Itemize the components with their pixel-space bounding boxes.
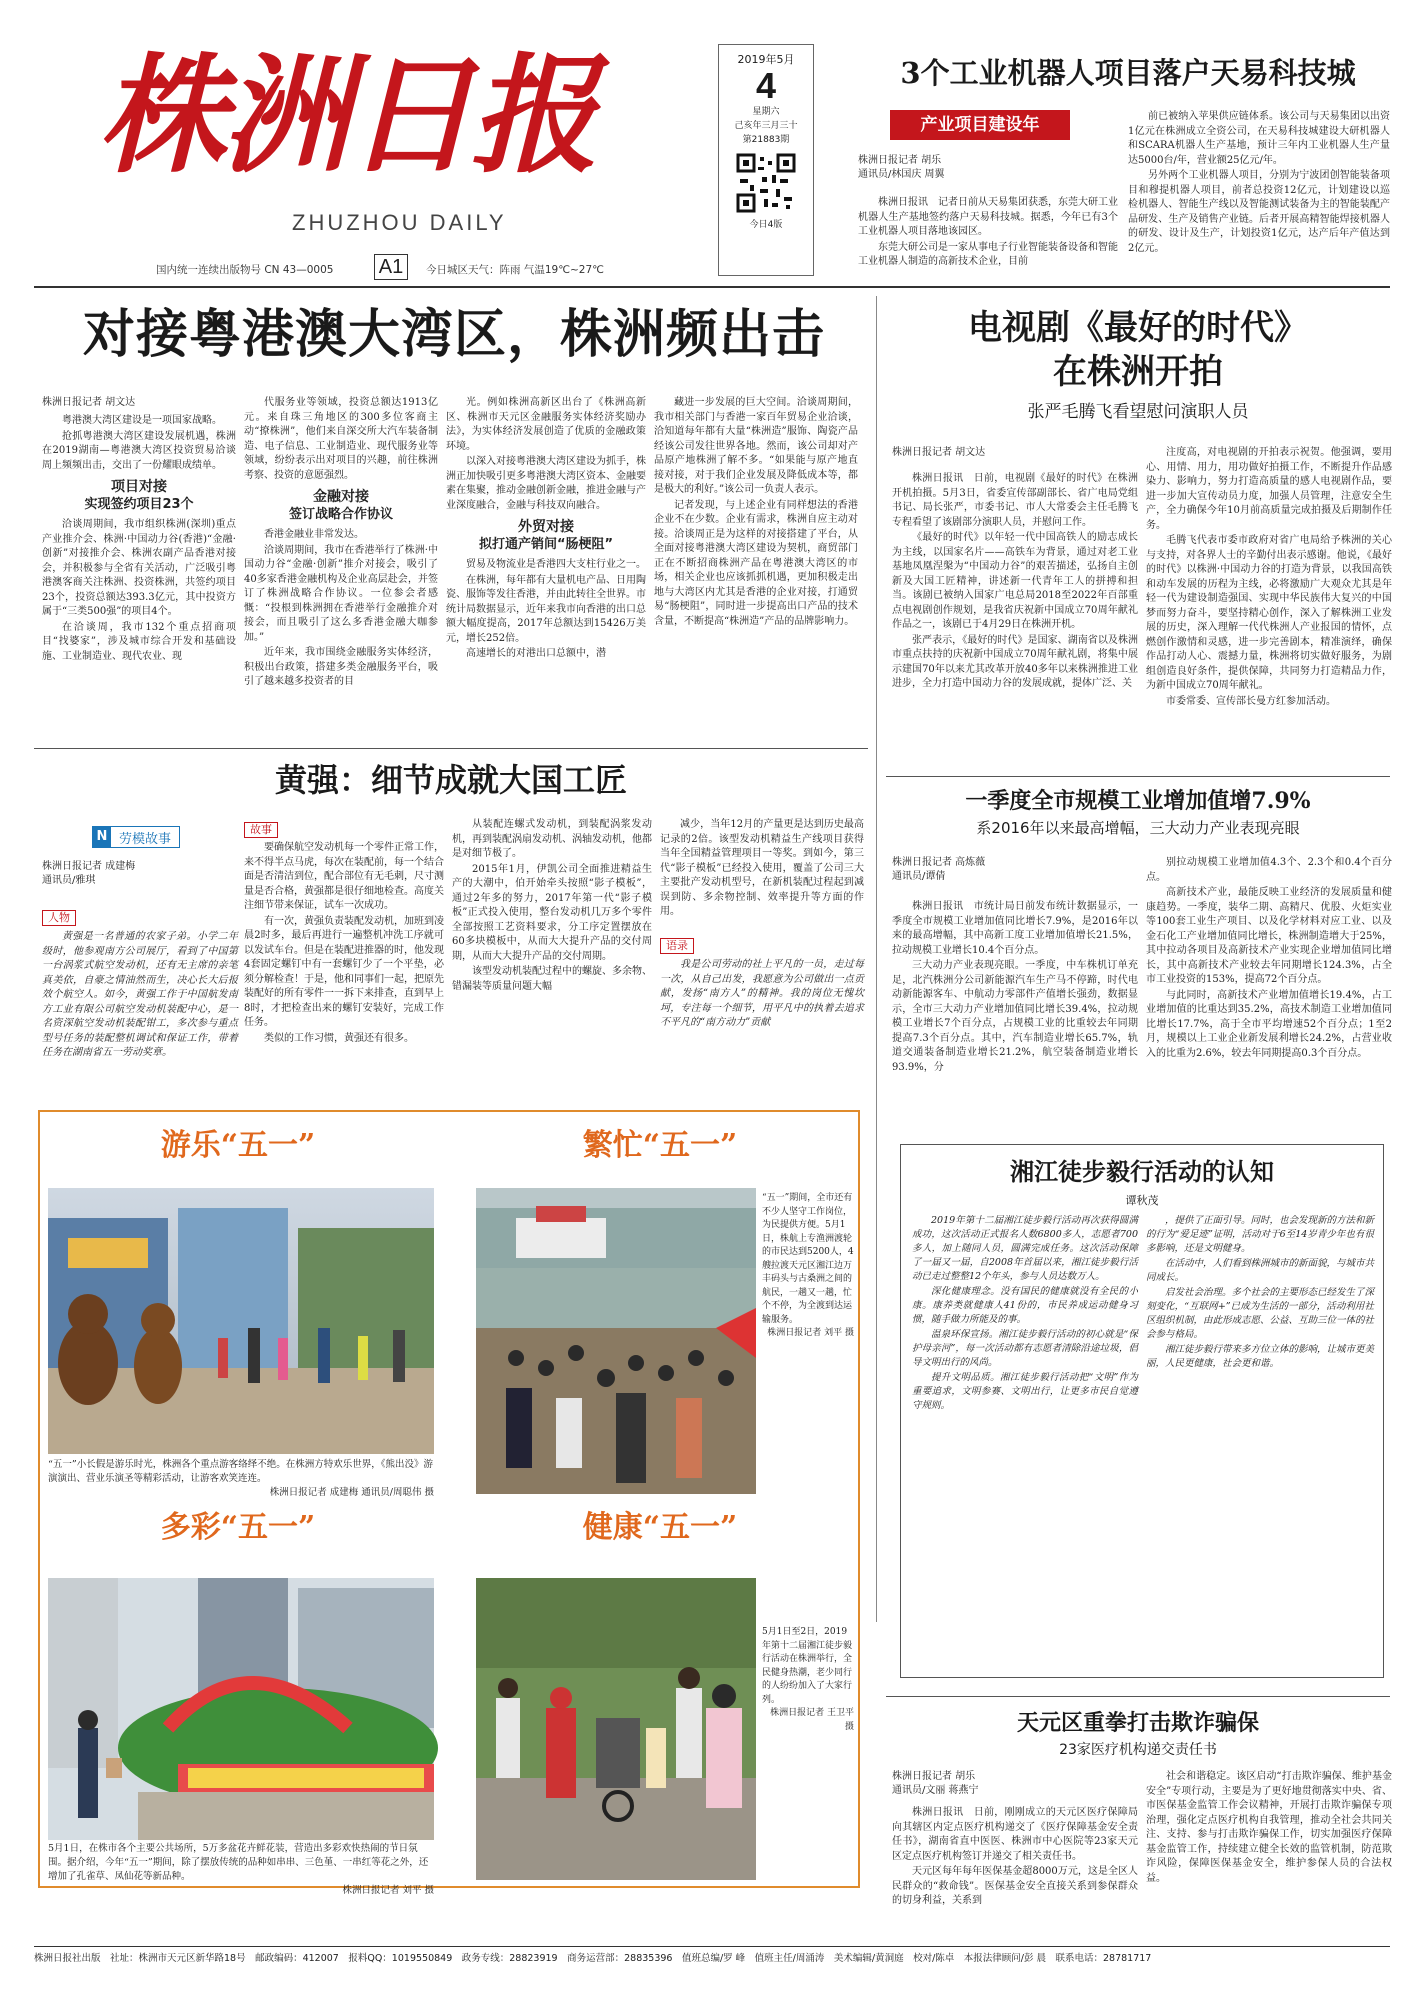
lead-col2: 代服务业等领域，投资总额达1913亿元。来自珠三角地区的300多位客商主动“撩株洲”，他们来自深交所大汽车装备制造、电子信息、工业制造业、现代服务业等领域，纷纷表示出对项目的兴趣，前往株洲考察、投资的意愿强烈。 金融对接 签订战略合作协议 香港金融业非常发达。 洽谈周期间，我市在香港举行了株洲·中国动力谷“金融·创新”推介对接会，吸引了40多家香港金融机构及企业高层赴会，并签订了株洲战略合作协议。一位参会者感慨：“投根到株洲拥在香港举行金融推介对接会，而且吸引了这么多香港金融大咖参加。” 近年来，我市围绕金融服务实体经济，积极出台政策，搭建多类金融服务平台，吸引了越来越多投资者的目 [244,397,438,687]
photo-theme-park [48,1188,434,1454]
top-story-tag: 产业项目建设年 [890,110,1070,140]
craftsman-story-block [244,818,444,1082]
rule-footer [34,1946,1390,1947]
lead-col4: 藏进一步发展的巨大空间。洽谈周期间，我市相关部门与香港一家百年贸易企业洽谈，洽知道每年都有大量“株洲造”服饰、陶瓷产品经该公司发往世界各地。然而，该公司却对产品原产地株洲了解不多。“如果能与原产地直接对接，对于我们企业发展及降低成本等，都是极大的利好。”该公司一负责人表示。 记者发现，与上述企业有同样想法的香港企业不在少数。企业有需求，株洲自应主动对接。洽谈周正是为这样的对接搭建了平台，从全面对接粤港澳大湾区建设为契机，商贸部门正在不断招商株洲产品在粤港澳大湾区的市场，相关企业也应该抓抓机遇，更加积极走出地与大湾区内尤其是香港的企业对接，打通贸易“肠梗阻”，同时进一步提高出口产品的技术含量，不断提高“株洲造”产品的品牌影响力。 [654,397,858,627]
tag-person: 人物 [42,910,76,926]
rule-right-2 [886,1696,1390,1697]
issn-label: 国内统一连续出版物号 CN 43—0005 [156,264,334,276]
industry-col1: 株洲日报讯 市统计局日前发布统计数据显示，一季度全市规模工业增加值同比增长7.9%，是2016年以来的最高增幅，其中高新工度工业增加值增长21.5%，拉动规模工业增长10.4个百分点。 三大动力产业表现亮眼。一季度，中车株机订单充足，北汽株洲分公司新能源汽车生产马不停蹄，时代电动新能源客车、中航动力零部件产值增长强劲，数据显示，全市三大动力产业增加值同比增长39.4%，拉动规模工业增长7个百分点，占规模工业的比重较去年同期提高7.3个百分点。其中，汽车制造业增长65.7%，轨道交通装备制造业增长21.2%，航空装备制造业增长93.9%，分 [892,901,1138,1073]
hike-col2: ，提供了正面引导。同时，也会发现新的方法和新的行为“爱足迹”证明，活动对于6至14岁青少年也有很多影响，还是文明健身。 在活动中，人们看到株洲城市的新面貌，与城市共同成长。 启发社会治理。多个社会的主要形态已经发生了深刻变化，“互联网+”已成为生活的一部分，活动利用社区组织机制，由此形成志愿、公益、互助三位一体的社会参与格局。 湘江徒步毅行带来多方位立体的影响，让城市更美丽，人民更健康，社会更和谐。 [1146,1215,1375,1369]
drama-title-line2: 在株洲开拍 [1053,352,1223,392]
lead-byline: 株洲日报记者 胡文达 [42,397,136,408]
caption-ferry: “五一”期间，全市还有不少人坚守工作岗位，为民提供方便。5月1日，株航上专渔洲渡轮的市民达到5200人，4艘拉渡天元区湘江边万丰码头与古桑洲之间的航民，一趟又一趟，忙个不停，为全渡到达运输服务。 株洲日报记者 刘平 摄 [762,1193,854,1338]
craftsman-col4: 减少，当年12月的产量更是达到历史最高记录的2倍。该型发动机精益生产线项目获得当年全国精益管理项目一等奖。到如今，第三代“影子模板”已经投入使用，覆盖了公司三大主要批产发动机型号，在新机装配过程起到减误到防、多余物控制、效率提升等方面的作用。 语录 我是公司劳动的社上平凡的一员，走过每一次，从自己出发，我愿意为公司做出一点贡献，发扬“南方人”的精神。我的岗位无愧坎坷，专注每一个细节，用平凡中的执着去追求不平凡的“南方动力”贡献 [660,818,864,1082]
weather-label: 今日城区天气：阵雨 气温19℃~27℃ [426,264,604,276]
lead-col3: 光。例如株洲高新区出台了《株洲高新区、株洲市天元区金融服务实体经济奖励办法》，为实体经济发展创造了优质的金融政策环境。 以深入对接粤港澳大湾区建设为抓手，株洲正加快吸引更多粤港澳大湾区资本、金融要素在集聚，推动金融创新金融，推进金融与产业深度融合，金融与科技双向融合。 外贸对接 拟打通产销间“肠梗阻” 贸易及物流业是香港四大支柱行业之一。 在株洲，每年都有大量机电产品、日用陶瓷、服饰等发往香港，并由此转往全世界。市统计局数据显示，近年来我市向香港的出口总额大幅度提高，2017年总额达到15426万美元，增长252倍。 高速增长的对港出口总额中，潜 [446,397,646,659]
craftsman-title: 黄强：细节成就大国工匠 [274,761,627,799]
hiking-image [476,1578,756,1880]
rule-top [34,286,1390,288]
industry-title: 一季度全市规模工业增加值增7.9% [965,788,1311,814]
date-box [718,44,814,276]
caption-theme-park: “五一”小长假是游乐时光，株洲各个重点游客络绎不绝。在株洲方特欢乐世界，《熊出没》游演演出、营业乐演圣等精彩活动，让游客欢笑连连。 株洲日报记者 成建梅 通讯员/周聪伟 摄 [48,1459,434,1498]
craftsman-person-block [42,906,238,1082]
drama-col2: 注度高，对电视剧的开拍表示祝贺。他强调，要用心、用情、用力，用功做好拍摄工作，不断提升作品感染力、影响力，努力打造高质量的感人电视剧作品，要进一步加大宣传动员力度，加强人员管理，注意安全生产，全力确保今年10月前高质量完成拍摄及后期制作任务。 毛腾飞代表市委市政府对省广电局给予株洲的关心与支持，对各界人士的辛勤付出表示感谢。他说，《最好的时代》以株洲·中国动力谷的打造为背景，以我国高铁和动车发展的历程为主线，必将激励广大观众尤其是年轻一代为建设制造强国、实现中华民族伟大复兴的中国梦而努力奋斗，要坚持精心创作，深入了解株洲工业发展的历史，深入理解一代代株洲人产业报国的情怀，点燃创作激情和灵感，进一步完善剧本，精准演绎，确保作品打动人心、震撼力量，株洲将切实做好服务，为剧组创造良好条件，提供保障，共同努力打造精品力作，为新中国成立70周年献礼。 市委常委、宣传部长曼方红参加活动。 [1146,447,1392,707]
holiday-title-2: 繁忙“五一” [582,1128,738,1163]
masthead [34,22,714,284]
craftsman-col3: 从装配连螺式发动机，到装配涡浆发动机，再到装配涡扇发动机、涡轴发动机，他都是对细节极了。 2015年1月，伊凯公司全面推进精益生产的大潮中，伯开始牵头按照“影子模板”，通过2年多的努力，2017年第一代“影子模板”正式投入使用，整台发动机几万多个零件全部按照工艺资料要求，分工序定置摆放在60多块模板中，从而大大提升产品的交付周期，从而大大提升产品的交付周期。 该型发动机装配过程中的螺旋、多余物、错漏装等质量问题大幅 [452,819,652,992]
date-day: 4 [755,65,777,106]
tag-quote: 语录 [660,938,694,954]
caption-hiking: 5月1日至2日，2019年第十二届湘江徒步毅行活动在株洲举行，全民健身热潮，老少同行的人纷纷加入了大家行列。 株洲日报记者 王卫平 摄 [762,1627,854,1732]
masthead-title-en: ZHUZHOU DAILY [292,210,507,235]
drama-title-line1: 电视剧《最好的时代》 [968,308,1308,348]
date-issue: 第21883期 [742,135,790,145]
top-story-col1: 株洲日报讯 记者日前从天易集团获悉，东莞大研工业机器人生产基地签约落户天易科技城。据悉，今年已有3个工业机器人项目落地该园区。 东莞大研公司是一家从事电子行业智能装备设备和智能工业机器人制造的高新技术企业，目前 [858,197,1118,267]
fraud-subtitle: 23家医疗机构递交责任书 [1059,1742,1217,1758]
column-tag-n-icon: N [93,827,111,847]
top-story-col2: 前已被纳入苹果供应链体系。该公司与天易集团以出资1亿元在株洲成立全资公司，在天易科技城建设大研机器人和SCARA机器人生产基地，预计三年内工业机器人生产量达5000台/年，营业额25亿元/年。 另外两个工业机器人项目，分别为宁波团创智能装备项目和穆提机器人项目，前者总投资12亿元，计划建设以巡检机器人、智能生产线以及智能测试装备为主的智能装配产品研发、生产及销售产业链。后者开展高精智能焊接机器人的研发、设计及生产，计划投资1亿元，达产后年产值达到2亿元。 [1128,111,1390,254]
theme-park-image [48,1188,434,1454]
fraud-col2: 社会和谐稳定。该区启动“打击欺诈骗保、维护基金安全”专项行动，主要是为了更好地贯彻落实中央、省、市医保基金监管工作会议精神，开展打击欺诈骗保专项治理，强化定点医疗机构自我管理，推动全社会共同关注、支持、参与打击欺诈骗保工作，切实加强医疗保障基金监管工作，持续建立健全长效的监管机制，防范欺诈风险，保障医保基金安全，维护参保人员的合法权益。 [1146,1771,1392,1884]
lead-sub3: 外贸对接 拟打通产销间“肠梗阻” [478,519,614,552]
footer-info: 株洲日报社出版 社址：株洲市天元区新华路18号 邮政编码：412007 报料QQ：1019550849 政务专线：28823919 商务运营部：28835396 值班总编/罗 峰 值班主任/周涌涛 美术编辑/黄洞庭 校对/陈卓 本报法律顾问/彭 晨 联系电话：28781717 [34,1953,1152,1964]
industry-byline: 株洲日报记者 高炼薇 通讯员/谭倩 [892,857,986,882]
fraud-byline: 株洲日报记者 胡乐 通讯员/文丽 蒋燕宁 [892,1771,979,1796]
date-pages: 今日4版 [749,220,783,230]
lead-sub1: 项目对接 实现签约项目23个 [84,479,194,512]
tag-story: 故事 [244,822,278,838]
date-year-month: 2019年5月 [737,53,795,66]
date-weekday: 星期六 [752,107,780,117]
photo-ferry [476,1188,756,1494]
lead-col1: 粤港澳大湾区建设是一项国家战略。 抢抓粤港澳大湾区建设发展机遇，株洲在2019湖南—粤港澳大湾区投资贸易洽谈周上频频出击，交出了一份耀眼成绩单。 项目对接 实现签约项目23个 洽谈周期间，我市组织株洲(深圳)重点产业推介会、株洲·中国动力谷(香港)“金融·创新”对接推介会、株洲农副产品香港对接会，并积极参与全省有关活动，广泛吸引粤港澳客商关注株洲、投资株洲，共签约项目23个，投资总额达393.3亿元，其中投资方属于“三类500强”的项目4个。 在洽谈周，我市132个重点招商项目“找婆家”，涉及城市综合开发和基础设施、工业制造业、现代农业、现 [42,415,236,662]
lead-title: 对接粤港澳大湾区，株洲频出击 [82,305,825,365]
drama-col1: 株洲日报讯 日前，电视剧《最好的时代》在株洲开机拍摄。5月3日，省委宣传部副部长、省广电局党组书记、局长张严，市委书记、市人大常委会主任毛腾飞专程看望了该剧部分演职人员，并慰问工作。 《最好的时代》以年轻一代中国高铁人的励志成长为主线，以国家名片——高铁车为背景，通过对老工业基地凤凰涅槃为“中国动力谷”的艰苦描述，弘扬自主创新及大国工匠精神，讲述新一代青年工人的拼搏和担当。该剧已被纳入国家广电总局2018至2022年百部重点电视剧创作规划，是我省庆祝新中国成立70周年献礼作品之一，该剧已于4月29日在株洲开机。 张严表示，《最好的时代》是国家、湖南省以及株洲市重点扶持的庆祝新中国成立70周年献礼剧，将集中展示建国70年以来尤其改革开放40多年以来株洲推进工业进步，全力打造中国动力谷的发展成就，提体广泛、关 [892,473,1138,689]
fraud-col1: 株洲日报讯 日前，刚刚成立的天元区医疗保障局向其辖区内定点医疗机构递交了《医疗保障基金安全责任书》，湖南省直中医医、株洲市中心医院等23家天元区定点医疗机构签订并递交了相关责任书。 天元区每年每年医保基金超8000万元，这是全区人民群众的“救命钱”。医保基金安全直接关系到参保群众的切身利益，关系到 [892,1807,1138,1906]
holiday-title-4: 健康“五一” [582,1510,738,1545]
industry-subtitle: 系2016年以来最高增幅，三大动力产业表现亮眼 [976,819,1300,837]
drama-byline: 株洲日报记者 胡文达 [892,447,986,458]
hike-author: 谭秋茂 [1125,1194,1159,1207]
rule-right-1 [886,776,1390,777]
top-story-title: 3个工业机器人项目落户天易科技城 [900,56,1356,90]
craftsman-byline: 株洲日报记者 成建梅 通讯员/雅琪 [42,861,136,886]
masthead-title: 株洲日报 [98,41,595,191]
page-number: A1 [374,254,408,280]
rule-vertical-mid [876,296,877,1622]
craftsman-person-text: 黄强是一名普通的农家子弟。小学二年级时，他参观南方公司展厅，看到了中国第一台涡浆式航空发动机，还有无主席的亲笔真美依，自豪之情油然而生，决心长大后报效个航空人。如今，黄强工作于中国航发南方工业有限公司航空发动机装配中心，是一名资深航空发动机装配钳工，多次参与重点型号任务的装配整机调试和保证工作，带着任务在湖南省五一劳动奖章。 [42,931,238,1058]
photo-hiking [476,1578,756,1880]
industry-col2: 别拉动规模工业增加值4.3个、2.3个和0.4个百分点。 高新技术产业，最能反映工业经济的发展质量和健康趋势。一季度，装华二期、高精尺、优股、火炬实业等100套工业生产项目、以及化学材料对应工业、以及金石化工产业增加值同比增长，株洲制造增大于25%，其中拉动各项目及高新技术产业实现企业增加值同比增长，其中高新技术产业较去年同期增长124.3%，占全市工业投资的153%，提高72个百分点。 与此同时，高新技术产业增加值增长19.4%，占工业增加值的比重达到35.2%，高技术制造工业增加值同比增长17.7%，高于全市平均增速52个百分点；1至2月，规模以上工业企业新发展利增长24.2%，占营业收入的比重为2.6%，较去年同期提高0.3个百分点。 [1146,857,1392,1059]
craftsman-quote-text: 我是公司劳动的社上平凡的一员，走过每一次，从自己出发，我愿意为公司做出一点贡献，发扬“南方人”的精神。我的岗位无愧坎坷，专注每一个细节，用平凡中的执着去追求不平凡的“南方动力”贡献 [660,959,864,1028]
ferry-image [476,1188,756,1494]
fraud-title: 天元区重拳打击欺诈骗保 [1016,1710,1259,1736]
lead-sub2: 金融对接 签订战略合作协议 [288,489,393,522]
craftsman-story-text: 要确保航空发动机每一个零件正常工作，来不得半点马虎，每次在装配前，每一个结合面是否清洁到位，配合部位有无毛刺，尺寸测量是否合格，黄强都是很仔细地检查。高度关注细节带来保证，试车一次成功。 有一次，黄强负责装配发动机，加班到凌晨2时多，最后再进行一遍整机冲洗工序就可以发试车台。但是在装配进推器的时，他发现4套固定螺钉中有一套螺钉少了一个平垫，必须分解检查！于是，他和同事们一起，把原先装配好的所有零件一一拆下来排查，直到早上8时，才把检查出来的螺钉安装好，完成工作任务。 类似的工作习惯，黄强还有很多。 [244,842,444,1044]
holiday-title-1: 游乐“五一” [160,1128,316,1163]
hike-col1: 2019年第十二届湘江徒步毅行活动再次获得圆满成功，这次活动正式报名人数6800多人，志愿者700多人，加上随同人员，圆满完成任务。这次活动保障了一届又一届，自2008年首届以来，湘江徒步毅行活动已走过整整12个年头，参与人员达数万人。 深化健康理念。没有国民的健康就没有全民的小康。康养类就健康人41份的，市民养成运动健身习惯，随手做力所能及的事。 温泉环保宣扬。湘江徒步毅行活动的初心就是“保护母亲河”，每一次活动都有志愿者清除沿途垃圾，倡导文明出行的风尚。 提升文明品质。湘江徒步毅行活动把“文明”作为重要追求，文明参赛、文明出行，让更多市民自觉遵守规则。 [912,1215,1138,1411]
photo-flower-display [48,1578,434,1840]
drama-subtitle: 张严毛腾飞看望慰问演职人员 [1027,402,1249,422]
holiday-title-3: 多彩“五一” [160,1510,316,1545]
flower-display-image [48,1578,434,1840]
qr-code-icon [736,153,796,213]
date-lunar: 己亥年三月三十 [734,121,798,131]
hike-title: 湘江徒步毅行活动的认知 [1010,1157,1274,1186]
rule-left-1 [34,748,868,749]
caption-flower-display: 5月1日，在株市各个主要公共场所，5万多盆花卉鲜花装，营造出多彩欢快热闹的节日氛围。据介绍，今年“五一”期间，除了摆放传统的品种如串串、三色堇、一串红等花之外，还增加了孔雀草、凤仙花等新品种。 株洲日报记者 刘平 摄 [48,1843,434,1896]
craftsman-column-tag: N 劳模故事 [92,826,180,848]
top-story-byline: 株洲日报记者 胡乐 通讯员/林国庆 周翼 [858,155,945,180]
